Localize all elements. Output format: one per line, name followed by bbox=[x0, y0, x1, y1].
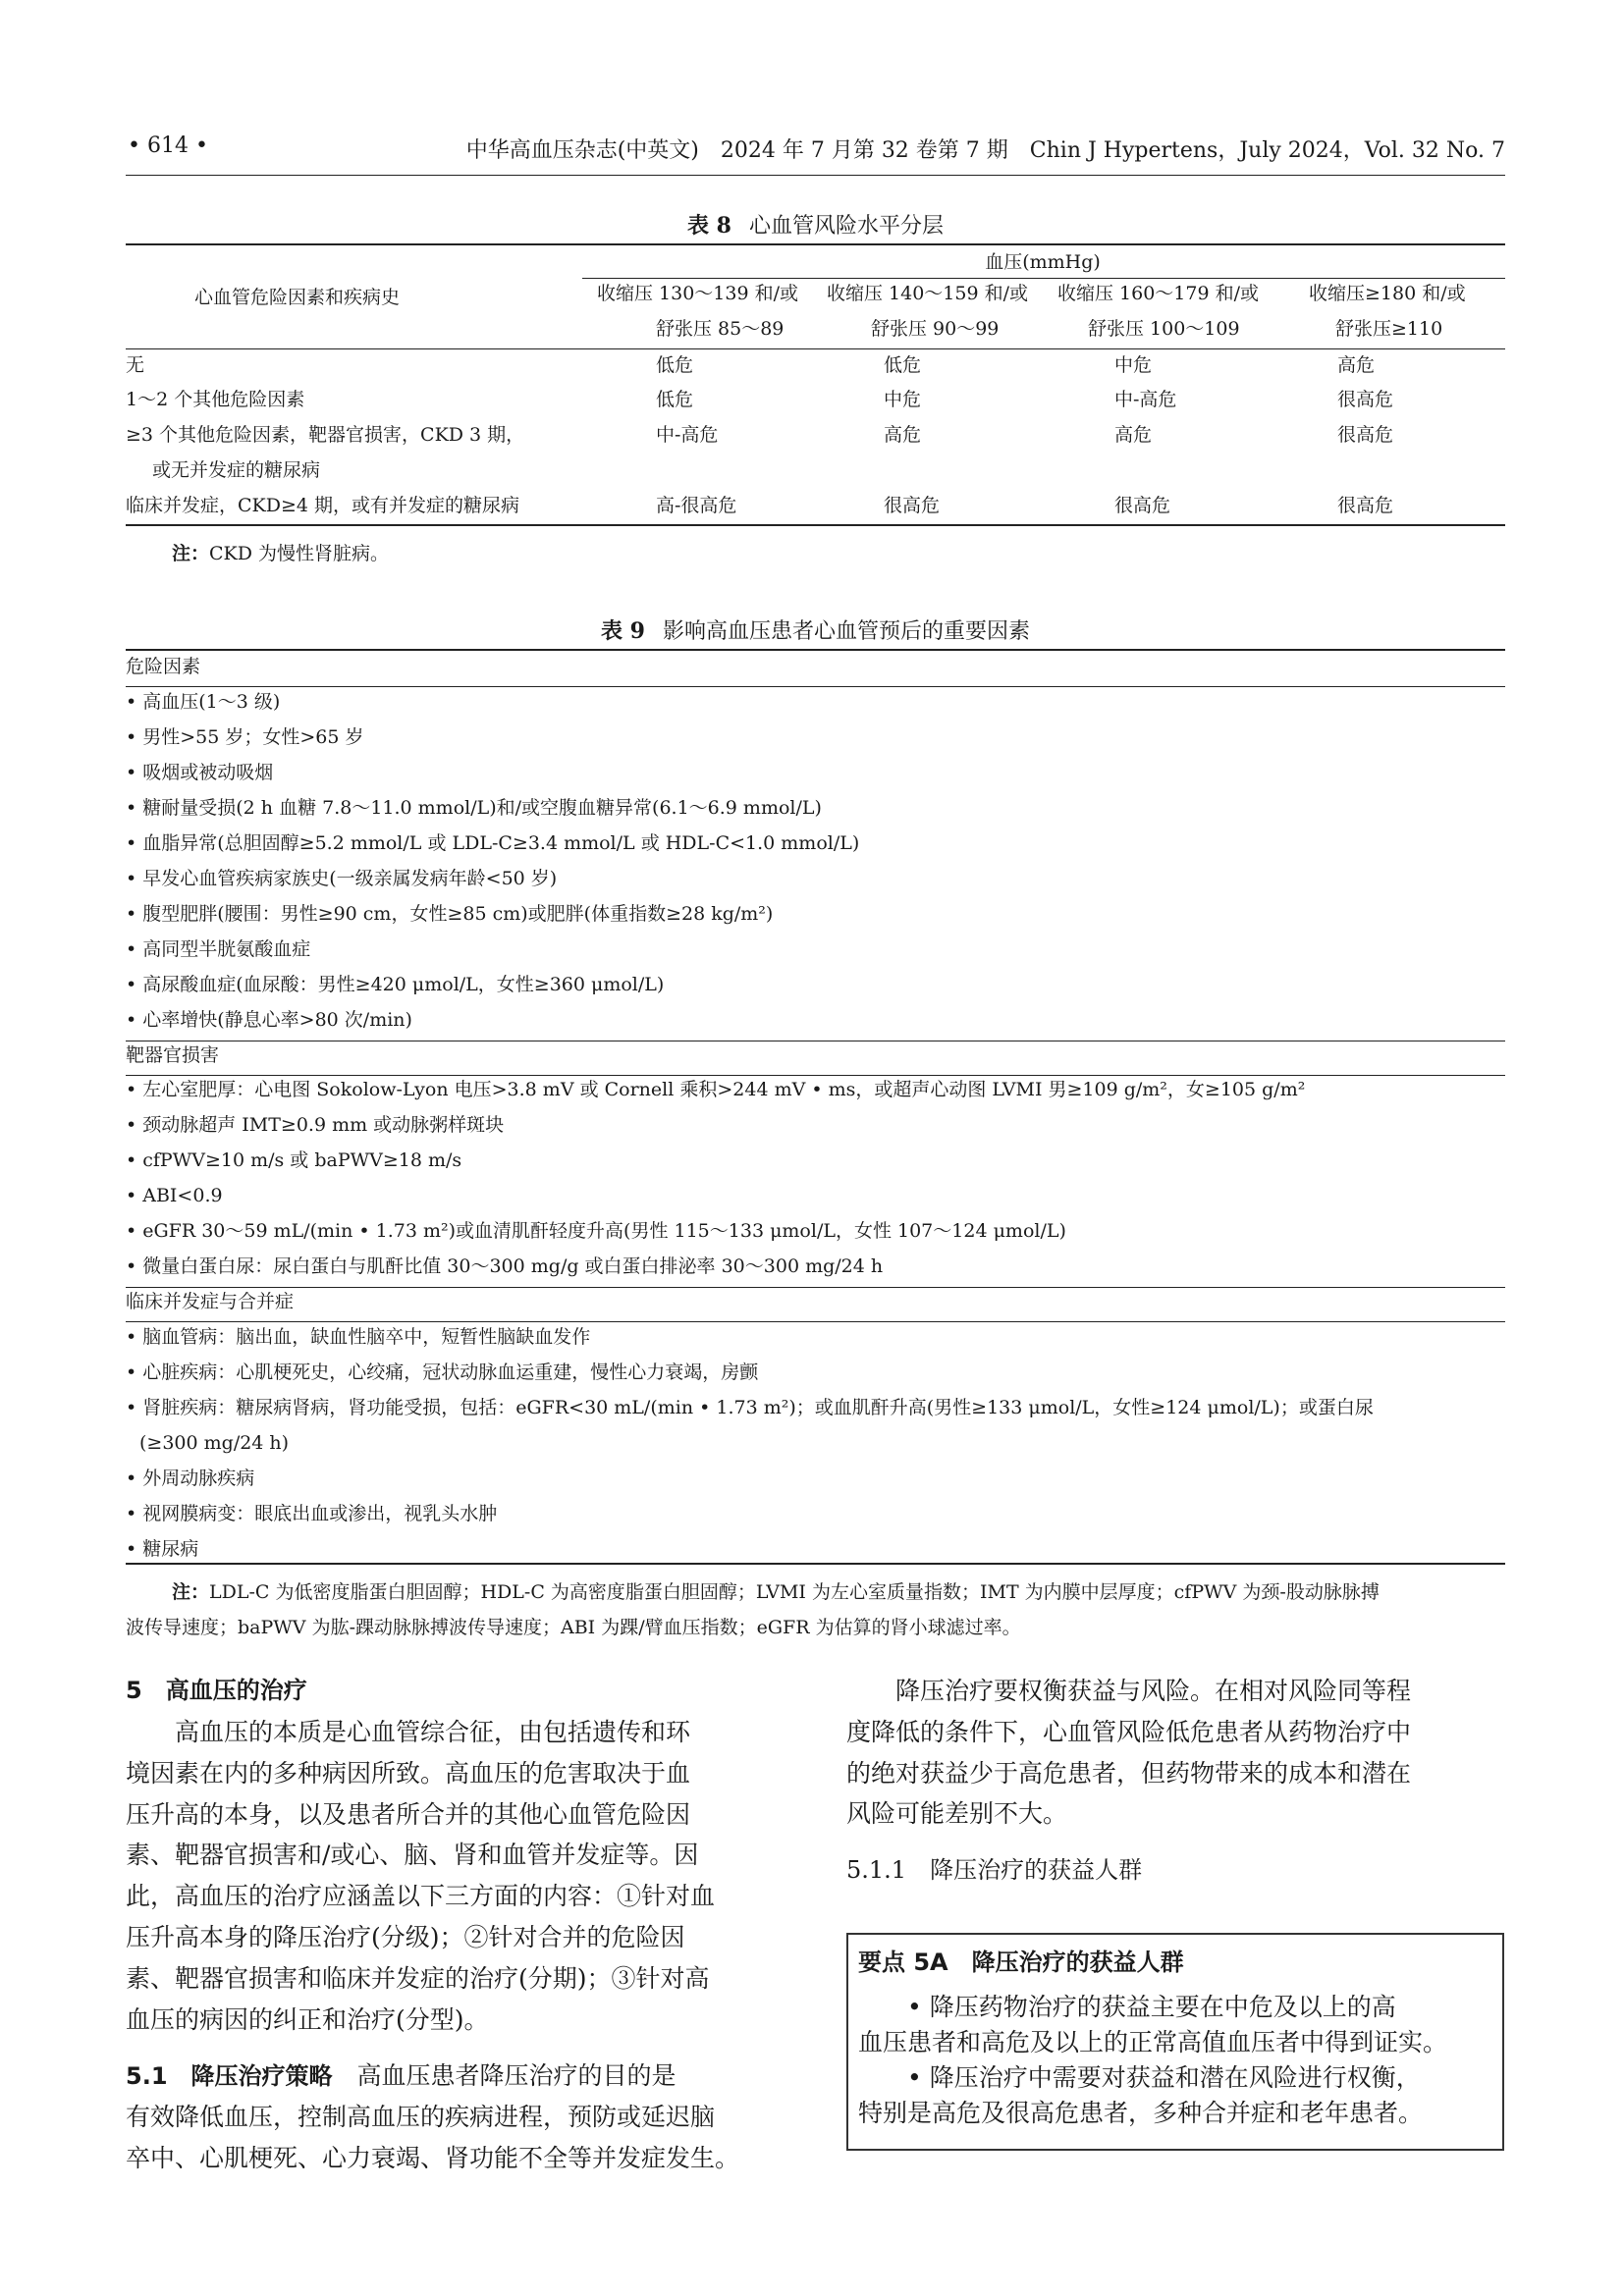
table9-list-item: • 糖尿病 bbox=[126, 1538, 199, 1560]
paragraph-line: 压升高本身的降压治疗(分级)；②针对合并的危险因 bbox=[126, 1923, 685, 1951]
table9-list-item: • 微量白蛋白尿：尿白蛋白与肌酐比值 30～300 mg/g 或白蛋白排泌率 30～300 mg/24 h bbox=[126, 1255, 884, 1277]
table8-header-rule bbox=[126, 348, 1505, 349]
key-point-line: • 降压药物治疗的获益主要在中危及以上的高 bbox=[858, 1993, 1396, 2021]
table8-col-2-line2: 舒张压 90～99 bbox=[871, 318, 1000, 340]
table9-list-item: • 高同型半胱氨酸血症 bbox=[126, 938, 311, 960]
table8-title: 表 8 心血管风险水平分层 bbox=[687, 213, 944, 239]
section-heading: 5 高血压的治疗 bbox=[126, 1677, 307, 1704]
table8-cell: 中-高危 bbox=[1114, 389, 1177, 410]
key-point-line: 特别是高危及很高危患者，多种合并症和老年患者。 bbox=[858, 2099, 1424, 2127]
table8-col-3-line1: 收缩压 160～179 和/或 bbox=[1057, 283, 1260, 304]
key-point-box bbox=[846, 1933, 1504, 2151]
table8-group-header: 血压(mmHg) bbox=[985, 251, 1101, 273]
table9-section-rule bbox=[126, 1321, 1505, 1322]
table9-section-heading: 临床并发症与合并症 bbox=[126, 1291, 295, 1312]
key-point-line: • 降压治疗中需要对获益和潜在风险进行权衡， bbox=[858, 2063, 1421, 2092]
table8-col-4-line2: 舒张压≥110 bbox=[1335, 318, 1443, 340]
paragraph-line: 有效降低血压，控制高血压的疾病进程，预防或延迟脑 bbox=[126, 2103, 716, 2131]
table9-section-heading: 靶器官损害 bbox=[126, 1044, 220, 1066]
table9-list-item: • eGFR 30～59 mL/(min • 1.73 m²)或血清肌酐轻度升高(男性 115～133 μmol/L，女性 107～124 μmol/L) bbox=[126, 1220, 1066, 1242]
page-number: • 614 • bbox=[128, 133, 208, 158]
table8-row-label-cont: 或无并发症的糖尿病 bbox=[152, 459, 321, 481]
paragraph-line: 度降低的条件下，心血管风险低危患者从药物治疗中 bbox=[846, 1717, 1412, 1746]
paragraph-line: 血压的病因的纠正和治疗(分型)。 bbox=[126, 2004, 489, 2034]
header-rule bbox=[126, 175, 1505, 176]
table8-row-label: 临床并发症，CKD≥4 期，或有并发症的糖尿病 bbox=[126, 495, 520, 516]
table9-list-item: • 颈动脉超声 IMT≥0.9 mm 或动脉粥样斑块 bbox=[126, 1114, 505, 1136]
table9-list-item: • cfPWV≥10 m/s 或 baPWV≥18 m/s bbox=[126, 1149, 462, 1171]
table9-list-item: • 吸烟或被动吸烟 bbox=[126, 762, 274, 783]
paragraph-line: 素、靶器官损害和临床并发症的治疗(分期)；③针对高 bbox=[126, 1963, 710, 1993]
table8-col-2-line1: 收缩压 140～159 和/或 bbox=[827, 283, 1029, 304]
table9-section-rule bbox=[126, 686, 1505, 687]
paragraph-line: 卒中、心肌梗死、心力衰竭、肾功能不全等并发症发生。 bbox=[126, 2144, 740, 2172]
paragraph-line: 风险可能差别不大。 bbox=[846, 1799, 1068, 1829]
table8-top-rule bbox=[126, 243, 1505, 245]
table8-cell: 中危 bbox=[884, 389, 922, 410]
table8-row-label: ≥3 个其他危险因素，靶器官损害，CKD 3 期， bbox=[126, 424, 525, 446]
table8-cell: 很高危 bbox=[1337, 389, 1394, 410]
table9-bottom-rule bbox=[126, 1563, 1505, 1565]
table9-list-item: • ABI<0.9 bbox=[126, 1185, 223, 1206]
table9-list-item: • 外周动脉疾病 bbox=[126, 1468, 255, 1489]
table9-list-item: • 脑血管病：脑出血，缺血性脑卒中，短暂性脑缺血发作 bbox=[126, 1326, 591, 1348]
table8-row-header: 心血管危险因素和疾病史 bbox=[194, 287, 401, 308]
table8-cell: 高危 bbox=[884, 424, 922, 446]
paragraph-line: 素、靶器官损害和/或心、脑、肾和血管并发症等。因 bbox=[126, 1841, 699, 1870]
table9-list-item: • 心脏疾病：心肌梗死史，心绞痛，冠状动脉血运重建，慢性心力衰竭，房颤 bbox=[126, 1362, 759, 1383]
table9-list-item: • 肾脏疾病：糖尿病肾病，肾功能受损，包括：eGFR<30 mL/(min • 1.73 m²)；或血肌酐升高(男性≥133 μmol/L，女性≥124 μmol/L)；或蛋白尿 bbox=[126, 1397, 1374, 1418]
table8-cell: 中-高危 bbox=[656, 424, 719, 446]
table8-col-4-line1: 收缩压≥180 和/或 bbox=[1309, 283, 1466, 304]
table8-note: 注：CKD 为慢性肾脏病。 bbox=[172, 543, 390, 564]
table8-cell: 中危 bbox=[1114, 354, 1153, 376]
table8-cell: 高危 bbox=[1337, 354, 1376, 376]
journal-header: 中华高血压杂志(中英文) 2024 年 7 月第 32 卷第 7 期 Chin J Hypertens，July 2024，Vol. 32 No. 7 bbox=[465, 138, 1505, 163]
table8-bottom-rule bbox=[126, 524, 1505, 526]
table9-list-item: • 视网膜病变：眼底出血或渗出，视乳头水肿 bbox=[126, 1503, 498, 1524]
table9-list-item: • 左心室肥厚：心电图 Sokolow-Lyon 电压>3.8 mV 或 Cornell 乘积>244 mV • ms，或超声心动图 LVMI 男≥109 g/m²，女≥105 g/m² bbox=[126, 1079, 1306, 1100]
table8-col-1-line1: 收缩压 130～139 和/或 bbox=[597, 283, 799, 304]
paragraph-line: 高血压的本质是心血管综合征，由包括遗传和环 bbox=[126, 1718, 691, 1746]
table8-row-label: 1～2 个其他危险因素 bbox=[126, 389, 305, 410]
table9-title: 表 9 影响高血压患者心血管预后的重要因素 bbox=[601, 618, 1030, 644]
table8-cell: 很高危 bbox=[884, 495, 941, 516]
table9-section-rule bbox=[126, 1075, 1505, 1076]
table9-list-item: • 腹型肥胖(腰围：男性≥90 cm，女性≥85 cm)或肥胖(体重指数≥28 kg/m²) bbox=[126, 903, 774, 925]
key-point-line: 血压患者和高危及以上的正常高值血压者中得到证实。 bbox=[858, 2028, 1448, 2056]
table8-cell: 低危 bbox=[884, 354, 922, 376]
table9-note-cont: 波传导速度；baPWV 为肱-踝动脉脉搏波传导速度；ABI 为踝/臂血压指数；eGFR 为估算的肾小球滤过率。 bbox=[126, 1617, 1021, 1638]
table9-list-item: • 心率增快(静息心率>80 次/min) bbox=[126, 1009, 412, 1031]
table8-cell: 高危 bbox=[1114, 424, 1153, 446]
table9-list-item: • 血脂异常(总胆固醇≥5.2 mmol/L 或 LDL-C≥3.4 mmol/L 或 HDL-C<1.0 mmol/L) bbox=[126, 832, 860, 854]
table8-col-3-line2: 舒张压 100～109 bbox=[1088, 318, 1240, 340]
table9-section-heading: 危险因素 bbox=[126, 656, 201, 677]
paragraph-line: 境因素在内的多种病因所致。高血压的危害取决于血 bbox=[126, 1758, 691, 1788]
table9-list-item: • 男性>55 岁；女性>65 岁 bbox=[126, 726, 364, 748]
table8-cell: 很高危 bbox=[1337, 424, 1394, 446]
table9-list-item: (≥300 mg/24 h) bbox=[139, 1432, 290, 1454]
key-point-title: 要点 5A 降压治疗的获益人群 bbox=[858, 1949, 1184, 1976]
table8-col-1-line2: 舒张压 85～89 bbox=[656, 318, 785, 340]
table9-list-item: • 高尿酸血症(血尿酸：男性≥420 μmol/L，女性≥360 μmol/L) bbox=[126, 974, 665, 995]
table8-cell: 低危 bbox=[656, 389, 694, 410]
table9-note: 注：LDL-C 为低密度脂蛋白胆固醇；HDL-C 为高密度脂蛋白胆固醇；LVMI 为左心室质量指数；IMT 为内膜中层厚度；cfPWV 为颈-股动脉脉搏 bbox=[172, 1581, 1380, 1603]
table9-group-rule bbox=[126, 1287, 1505, 1288]
subsection-5-1-1: 5.1.1 降压治疗的获益人群 bbox=[846, 1856, 1143, 1884]
table8-row-label: 无 bbox=[126, 354, 145, 376]
table9-top-rule bbox=[126, 649, 1505, 651]
table8-group-rule bbox=[582, 278, 1505, 279]
paragraph-line: 降压治疗要权衡获益与风险。在相对风险同等程 bbox=[846, 1677, 1412, 1705]
table9-list-item: • 早发心血管疾病家族史(一级亲属发病年龄<50 岁) bbox=[126, 868, 558, 889]
paragraph-line: 压升高的本身，以及患者所合并的其他心血管危险因 bbox=[126, 1799, 691, 1829]
table9-list-item: • 高血压(1～3 级) bbox=[126, 691, 281, 713]
paragraph-line: 的绝对获益少于高危患者，但药物带来的成本和潜在 bbox=[846, 1758, 1412, 1788]
subsection-5-1: 5.1 降压治疗策略 高血压患者降压治疗的目的是 bbox=[126, 2061, 677, 2090]
table8-cell: 很高危 bbox=[1337, 495, 1394, 516]
table8-cell: 低危 bbox=[656, 354, 694, 376]
table8-cell: 高-很高危 bbox=[656, 495, 737, 516]
table9-list-item: • 糖耐量受损(2 h 血糖 7.8～11.0 mmol/L)和/或空腹血糖异常(6.1～6.9 mmol/L) bbox=[126, 797, 822, 819]
paragraph-line: 此，高血压的治疗应涵盖以下三方面的内容：①针对血 bbox=[126, 1882, 716, 1911]
table8-cell: 很高危 bbox=[1114, 495, 1171, 516]
